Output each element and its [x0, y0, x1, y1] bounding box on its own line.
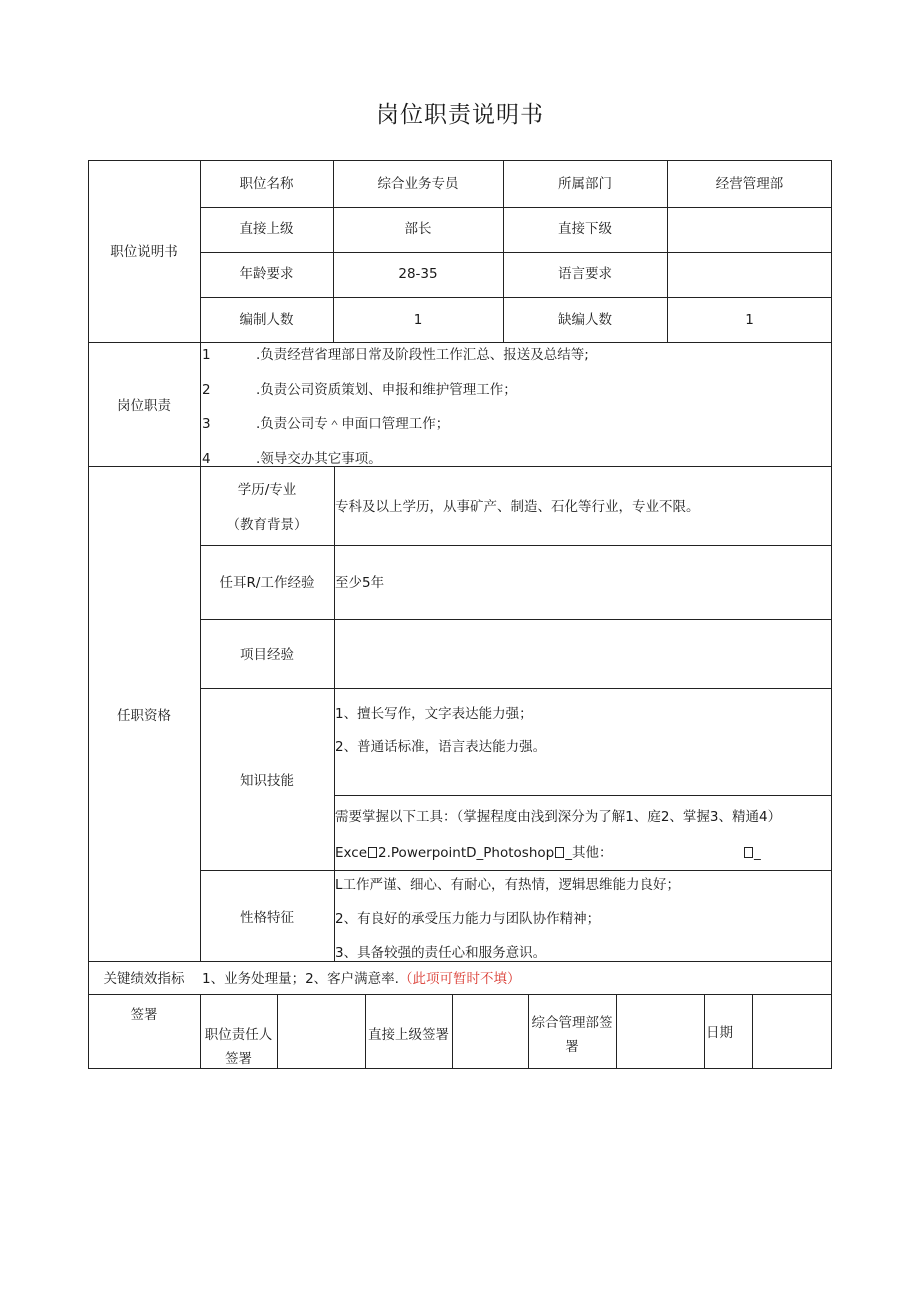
divider — [200, 207, 832, 208]
divider — [200, 545, 832, 546]
project-label: 项目经验 — [240, 647, 294, 663]
duty-text: .负责公司专＾申面口管理工作； — [256, 416, 450, 432]
dept-sign-label: 综合管理部签 — [531, 1015, 613, 1031]
department-value: 经营管理部 — [715, 176, 784, 192]
duty-text: .负责公司资质策划、申报和维护管理工作； — [256, 382, 517, 398]
skills-label: 知识技能 — [240, 773, 294, 789]
checkbox-icon — [368, 847, 377, 858]
duty-number: 2 — [202, 382, 211, 398]
divider — [88, 342, 832, 343]
education-value: 专科及以上学历，从事矿产、制造、石化等行业，专业不限。 — [335, 499, 700, 515]
responsible-sign-label-2: 签署 — [225, 1051, 252, 1067]
kpi-note: （此项可暂时不填） — [398, 971, 521, 987]
language-label: 语言要求 — [558, 266, 612, 282]
divider — [200, 619, 832, 620]
checkbox-icon — [744, 847, 753, 858]
personality-item: 2、有良好的承受压力能力与团队协作精神； — [335, 911, 601, 927]
job-description-table — [88, 160, 832, 1069]
kpi-text: 1、业务处理量；2、客户满意率. — [202, 971, 399, 987]
divider — [88, 994, 832, 995]
date-label: 日期 — [706, 1025, 733, 1041]
page-title: 岗位职责说明书 — [376, 102, 544, 128]
skill-item: 1、擅长写作，文字表达能力强； — [335, 706, 533, 722]
tools-intro: 需要掌握以下工具：（掌握程度由浅到深分为了解1、庭2、掌握3、精通4） — [335, 809, 782, 825]
qualifications-label: 任职资格 — [117, 708, 171, 724]
duty-number: 4 — [202, 451, 211, 467]
checkbox-icon — [555, 847, 564, 858]
position-name-value: 综合业务专员 — [377, 176, 459, 192]
skill-item: 2、普通话标准，语言表达能力强。 — [335, 739, 547, 755]
table-border-left — [88, 160, 89, 1069]
divider — [88, 466, 832, 467]
divider — [334, 795, 832, 796]
education-label: 学历/专业 — [237, 482, 297, 498]
headcount-label: 编制人数 — [239, 312, 294, 328]
divider — [200, 297, 832, 298]
divider — [752, 994, 753, 1069]
vacancy-label: 缺编人数 — [558, 312, 612, 328]
tool-excel: Exce — [335, 845, 368, 861]
signature-label: 签署 — [130, 1007, 158, 1023]
divider — [200, 870, 832, 871]
dept-sign-label-2: 署 — [565, 1039, 579, 1055]
position-name-label: 职位名称 — [239, 176, 294, 192]
kpi-row — [202, 970, 520, 988]
tool-other: _其他： — [565, 845, 613, 861]
superior-value: 部长 — [404, 221, 432, 237]
tools-tail-text: _ — [754, 845, 761, 861]
experience-value: 至少5年 — [335, 575, 385, 591]
duty-number: 1 — [202, 347, 211, 363]
divider — [616, 994, 617, 1069]
personality-item: 3、具备较强的责任心和服务意识。 — [335, 945, 547, 961]
divider — [200, 252, 832, 253]
personality-item: L工作严谨、细心、有耐心，有热情，逻辑思维能力良好； — [335, 877, 681, 893]
tool-ppt-photoshop: 2.PowerpointD_Photoshop — [378, 845, 555, 861]
education-label-note: （教育背景） — [226, 517, 308, 533]
headcount-value: 1 — [413, 312, 423, 328]
department-label: 所属部门 — [558, 176, 612, 192]
divider — [452, 994, 453, 1069]
personality-label: 性格特征 — [240, 910, 294, 926]
divider — [200, 688, 832, 689]
divider — [277, 994, 278, 1069]
duty-text: .领导交办其它事项。 — [256, 451, 382, 467]
age-label: 年龄要求 — [239, 266, 294, 282]
duty-text: .负责经营省理部日常及阶段性工作汇总、报送及总结等; — [256, 347, 589, 363]
superior-label: 直接上级 — [239, 221, 294, 237]
kpi-label: 关键绩效指标 — [103, 971, 185, 987]
responsible-sign-label: 职位责任人 — [204, 1027, 273, 1043]
tools-line — [335, 844, 612, 862]
experience-label: 任耳R/工作经验 — [219, 575, 315, 591]
subordinate-label: 直接下级 — [558, 221, 612, 237]
divider — [704, 994, 705, 1069]
superior-sign-label: 直接上级签署 — [368, 1027, 449, 1043]
duty-number: 3 — [202, 416, 211, 432]
age-value: 28-35 — [398, 266, 438, 282]
tools-tail — [743, 844, 761, 862]
duties-label: 岗位职责 — [117, 398, 171, 414]
position-desc-label: 职位说明书 — [110, 244, 178, 260]
vacancy-value: 1 — [745, 312, 754, 328]
